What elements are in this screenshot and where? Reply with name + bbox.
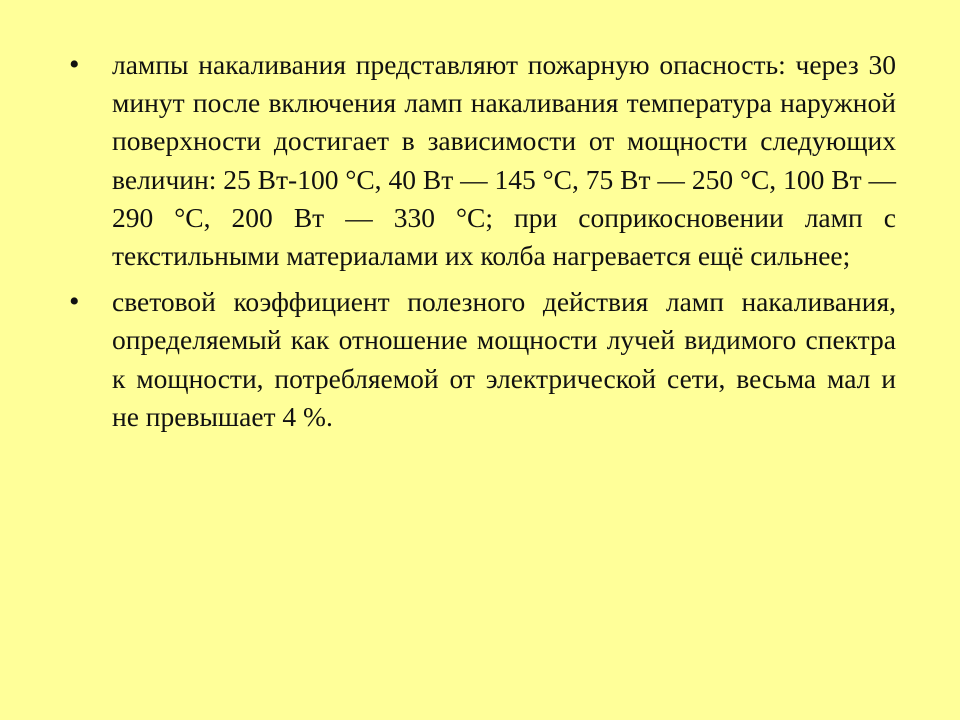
bullet-point-icon: • (69, 285, 80, 319)
bullet-point-icon: • (69, 48, 80, 81)
bullet-item-efficiency (66, 283, 896, 436)
bullet-item-fire-hazard (66, 46, 896, 275)
bullet-text: световой коэффициент полезного действия ламп накаливания, определяемый как отношение мощности лучей видимого спектра к мощности, потребляемой от электрической сети, весьма мал и не превышает 4 %. (112, 286, 896, 432)
bullet-list (66, 46, 896, 444)
bullet-text: лампы накаливания представляют пожарную опасность: через 30 минут после включения ламп накаливания температура наружной поверхности достигает в зависимости от мощности следующих величин: 25 Вт-100 °С, 40 Вт — 145 °С, 75 Вт — 250 °С, 100 Вт — 290 °С, 200 Вт — 330 °С; при соприкосновении ламп с текстильными материалами их колба нагревается ещё сильнее; (112, 49, 896, 272)
